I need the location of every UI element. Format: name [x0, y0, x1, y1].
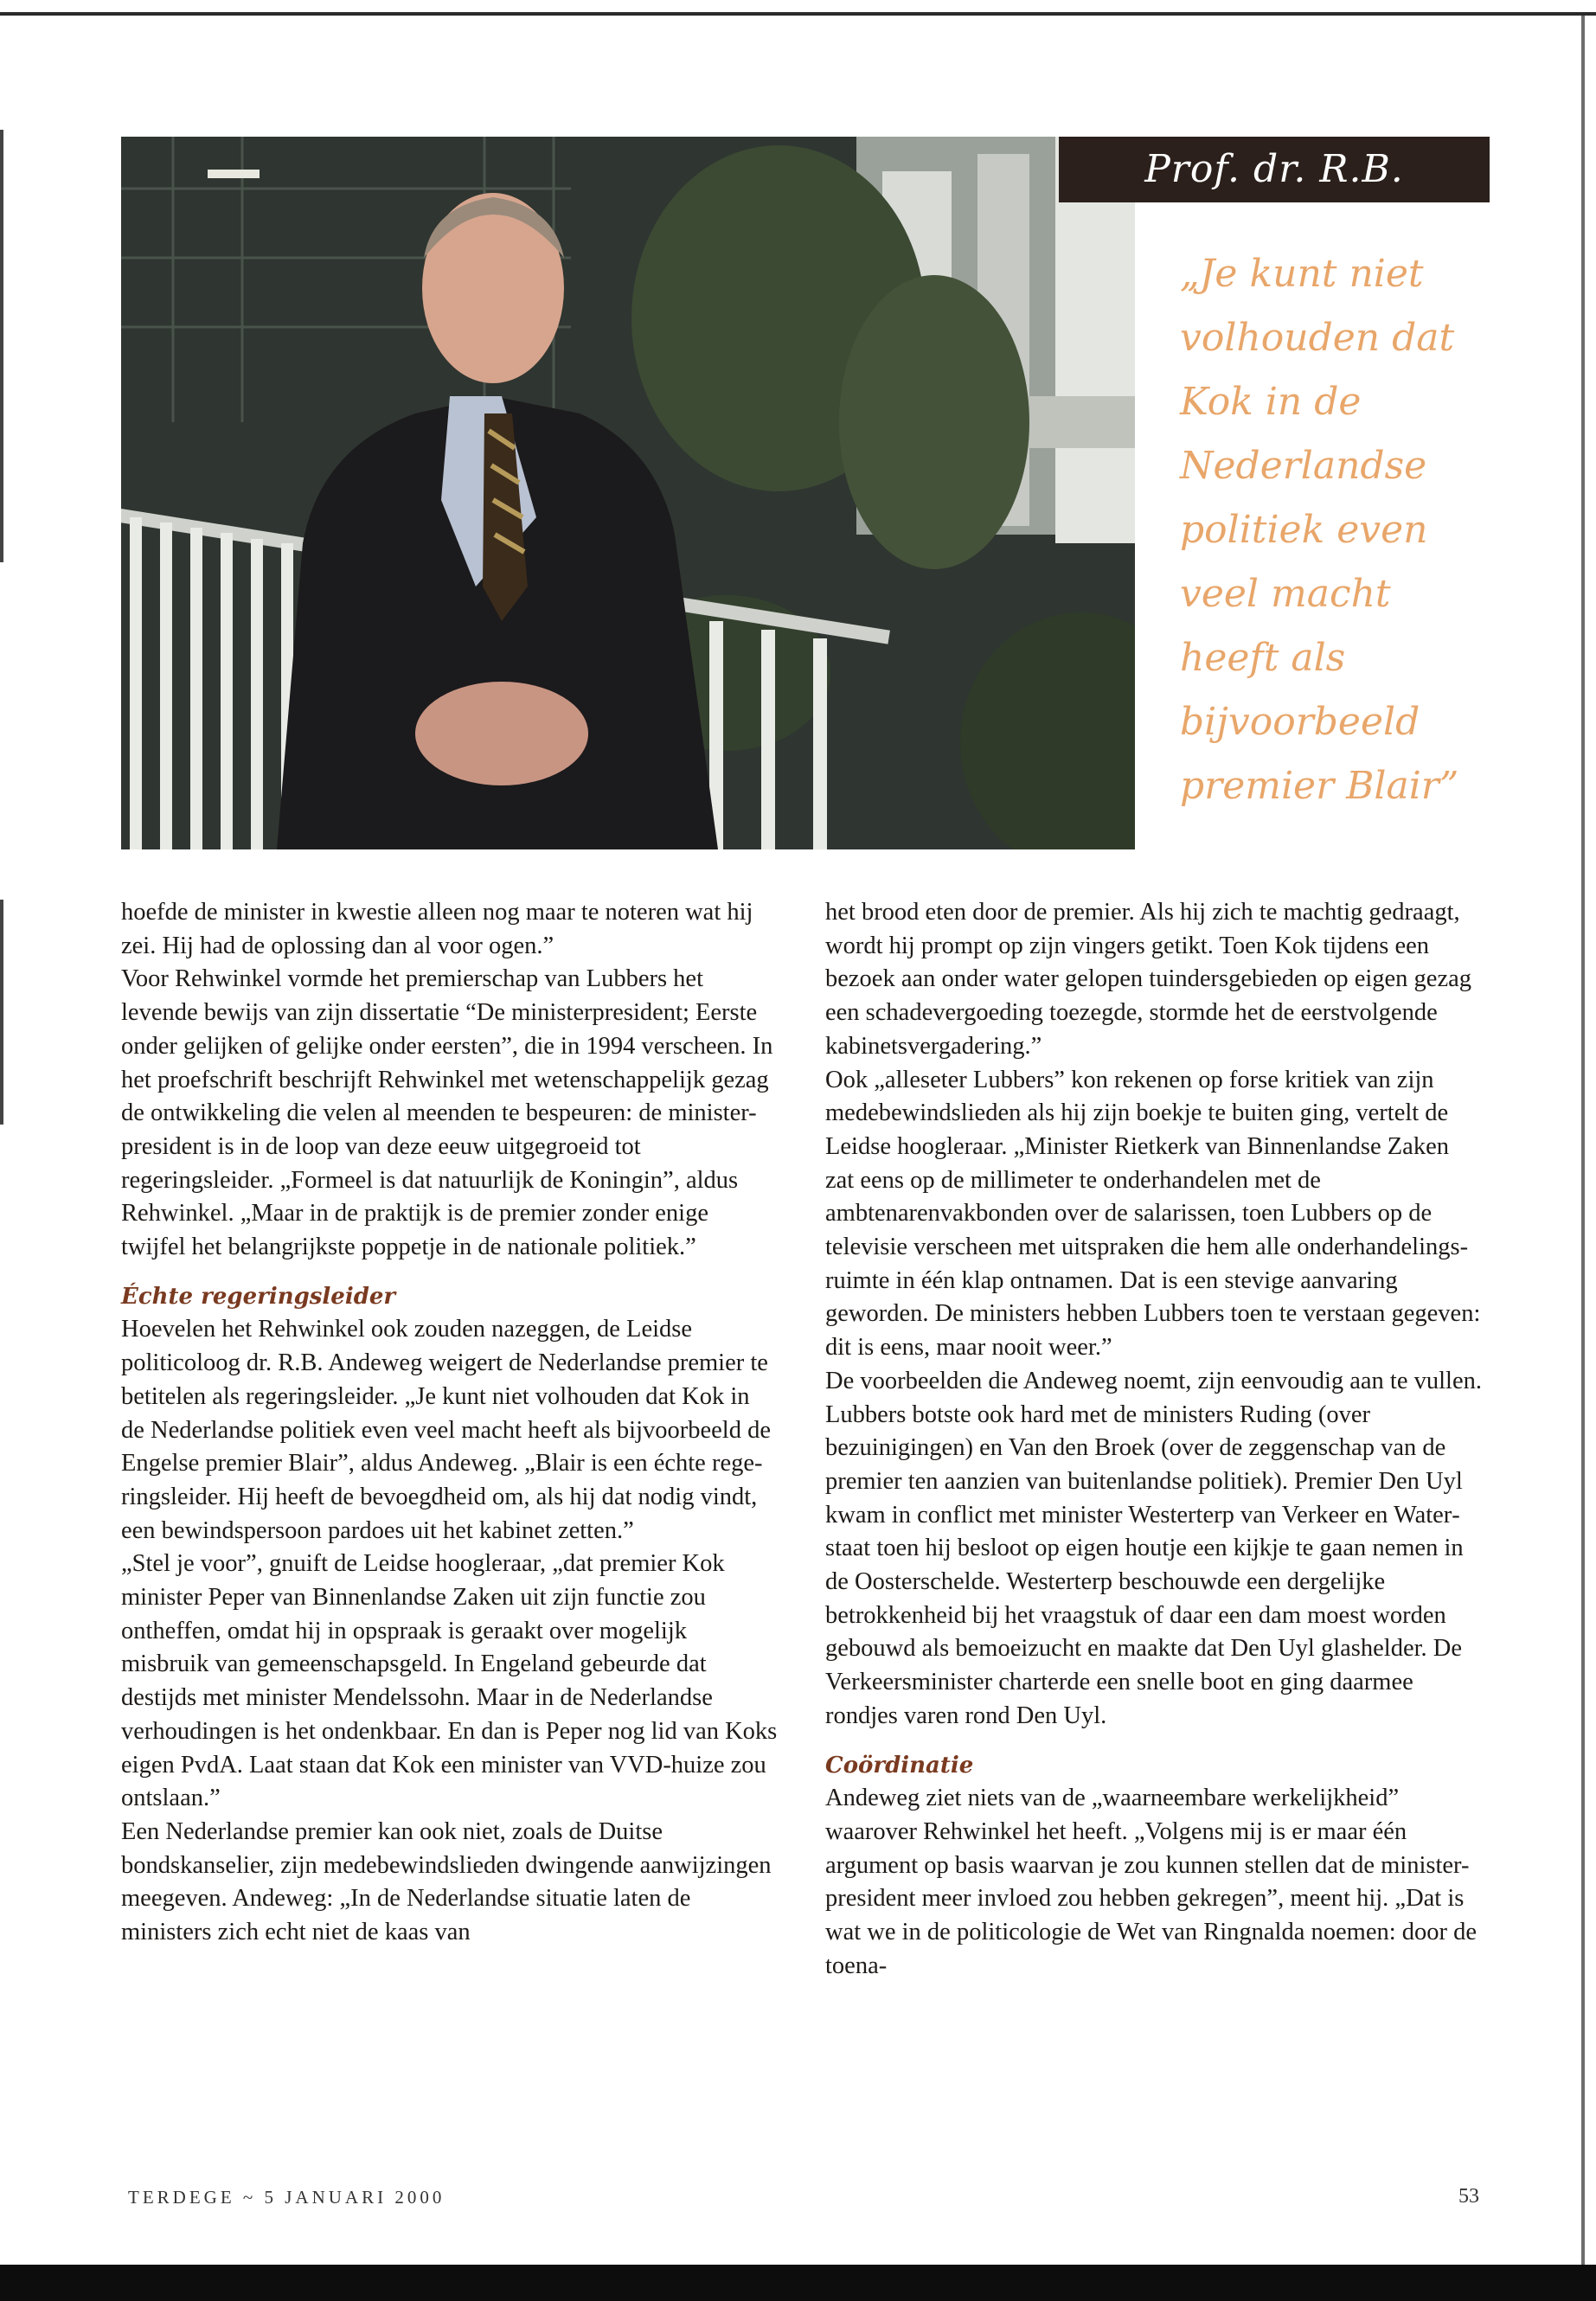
- photo-illustration: [121, 137, 1135, 849]
- ceiling-light: [208, 170, 260, 178]
- page-edge: [1581, 16, 1585, 2265]
- section-heading: Échte regeringsleider: [121, 1283, 396, 1310]
- bottom-band: [0, 2265, 1596, 2301]
- scan-mark: [0, 900, 3, 1125]
- top-rule: [0, 12, 1596, 16]
- paragraph: het brood eten door de premier. Als hij zich te machtig gedraagt, wordt hij prompt op zijn vingers getikt. Toen Kok tijdens een bezoek aan onder water gelopen tuindersgebieden op eigen gezag een schadevergoeding toezegde, stormde het de eerstvolgende kabinetsvergadering.”: [825, 899, 1471, 1060]
- paragraph: „Stel je voor”, gnuift de Leidse hoogleraar, „dat premier Kok minister Peper van Binnenlandse Zaken uit zijn functie zou ontheffen, omdat hij in opspraak is geraakt over mogelijk misbruik van gemeenschapsgeld. In Engeland gebeurde dat destijds met minister Mendelssohn. Maar in de Nederlandse verhoudingen is het ondenkbaar. En dan is Peper nog lid van Koks eigen PvdA. Laat staan dat Kok een minister van VVD-huize zou ontslaan.”: [121, 1550, 778, 1812]
- footer-publication: TERDEGE ~ 5 JANUARI 2000: [128, 2187, 445, 2208]
- section-heading: Coördinatie: [825, 1752, 974, 1779]
- paragraph: Ook „alleseter Lubbers” kon rekenen op forse kritiek van zijn medebewindslieden als hij zijn boekje te buiten ging, vertelt de Leidse hoogleraar. „Minister Rietkerk van Binnenlandse Zaken zat eens op de millimeter te onderhandelen met de ambtenarenvakbonden over de salarissen, toen Lubbers op de televisie verscheen met uitspraken die hem alle onderhandelingsruimte in één klap ontnamen. Dat is een stevige aanvaring geworden. De ministers hebben Lubbers toen te verstaan gegeven: dit is eens, maar nooit weer.”: [825, 1066, 1481, 1362]
- scan-mark: [0, 130, 3, 562]
- paragraph: De voorbeelden die Andeweg noemt, zijn eenvoudig aan te vullen. Lubbers botste ook hard met de ministers Ruding (over bezuinigingen) en Van den Broek (over de zeggenschap van de premier ten aanzien van buitenlandse politiek). Premier Den Uyl kwam in conflict met minister Westerterp van Verkeer en Waterstaat toen hij besloot op eigen houtje een kijkje te gaan nemen in de Oosterschelde. Westerterp beschouwde een dergelijke betrokkenheid bij het vraagstuk of daar een dam moest worden gebouwd als bemoeizucht en maakte dat Den Uyl glashelder. De Verkeersminister charterde een snelle boot en ging daarmee rondjes varen rond Den Uyl.: [825, 1367, 1482, 1729]
- paragraph: Hoevelen het Rehwinkel ook zouden nazeggen, de Leidse politicoloog dr. R.B. Andeweg weigert de Nederlandse premier te betitelen als regeringsleider. „Je kunt niet volhouden dat Kok in de Nederlandse politiek even veel macht heeft als bijvoorbeeld de Engelse premier Blair”, aldus Andeweg. „Blair is een échte regeringsleider. Hij heeft de bevoegdheid om, als hij dat nodig vindt, een bewindspersoon pardoes uit het kabinet zetten.”: [121, 1316, 771, 1544]
- left-column: [121, 896, 779, 1950]
- paragraph: hoefde de minister in kwestie alleen nog maar te noteren wat hij zei. Hij had de oplossing dan al voor ogen.”: [121, 899, 753, 959]
- right-column: [825, 896, 1483, 1984]
- paragraph: Een Nederlandse premier kan ook niet, zoals de Duitse bondskanselier, zijn medebewindslieden dwingende aanwijzingen meegeven. Andeweg: „In de Nederlandse situatie laten de ministers zich echt niet de kaas van: [121, 1817, 772, 1946]
- paragraph: Andeweg ziet niets van de „waarneembare werkelijkheid” waarover Rehwinkel het heeft. „Volgens mij is er maar één argument op basis waarvan je zou kunnen stellen dat de minister-president meer invloed zou hebben gekregen”, meent hij. „Dat is wat we in de politicologie de Wet van Ringnalda noemen: door de toena-: [825, 1785, 1477, 1979]
- portrait-photo: [121, 137, 1135, 849]
- pull-quote: „Je kunt niet volhouden dat Kok in de Nederlandse politiek even veel macht heeft als bijvoorbeeld premier Blair”: [1180, 252, 1459, 808]
- name-tag: Prof. dr. R.B. Andeweg:: [1059, 137, 1490, 202]
- paragraph: Voor Rehwinkel vormde het premierschap van Lubbers het levende bewijs van zijn dissertatie “De ministerpresident; Eerste onder gelijken of gelijke onder eersten”, die in 1994 verscheen. In het proefschrift beschrijft Rehwinkel met wetenschappelijk gezag de ontwikkeling die velen al meenden te bespeuren: de minister-president is in de loop van deze eeuw uitgegroeid tot regeringsleider. „Formeel is dat natuurlijk de Koningin”, aldus Rehwinkel. „Maar in de praktijk is de premier zonder enige twijfel het belangrijkste poppetje in de nationale politiek.”: [121, 965, 773, 1261]
- page-number: 53: [1458, 2185, 1479, 2208]
